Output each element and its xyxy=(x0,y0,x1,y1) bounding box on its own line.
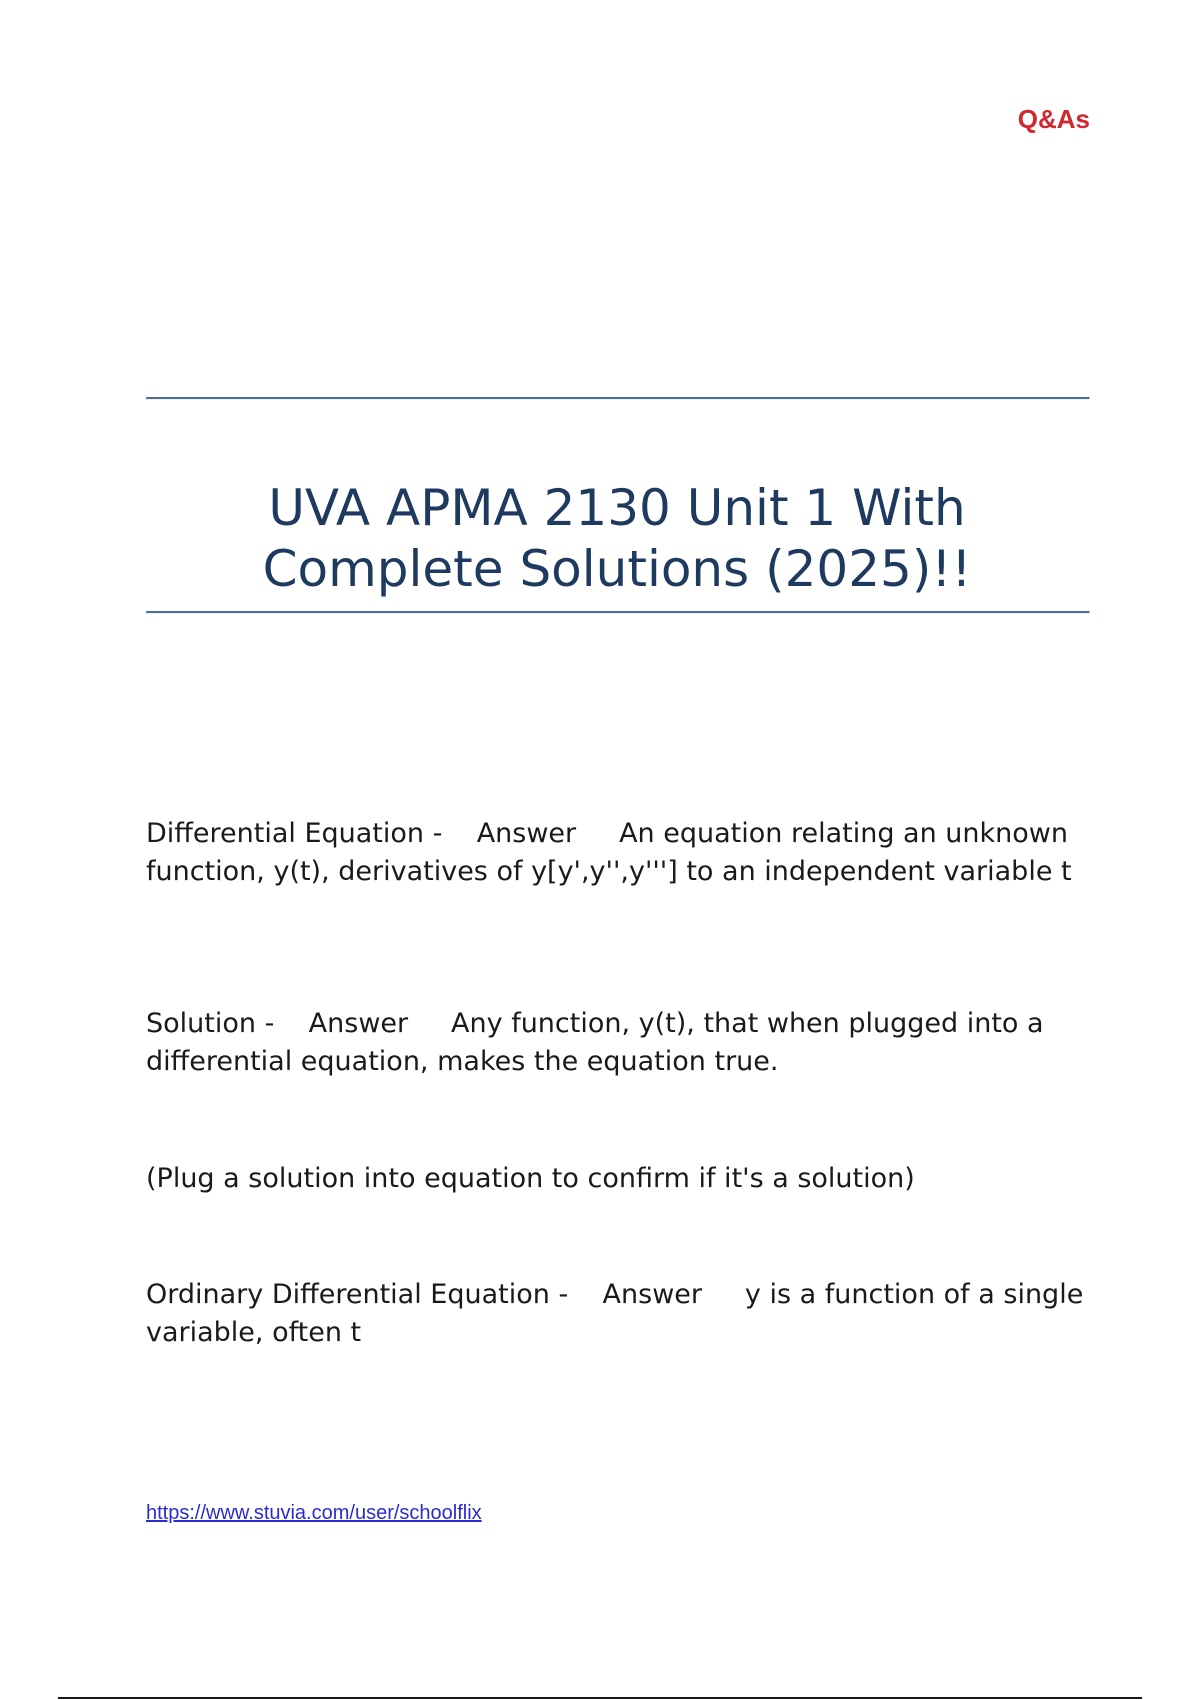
qa-definition: An equation relating an unknown function, y(t), derivatives of y[y',y'',y'''] to an independent variable t xyxy=(146,818,1072,887)
title-line-2: Complete Solutions (2025)!! xyxy=(262,540,972,598)
qa-term: Differential Equation - xyxy=(146,818,443,849)
qa-definition: y is a function of a single variable, often t xyxy=(146,1279,1084,1348)
qa-item-ordinary-differential-equation xyxy=(146,1276,1096,1352)
qas-label: Q&As xyxy=(1017,104,1090,134)
qa-answer-label: Answer xyxy=(602,1279,702,1310)
qa-item-differential-equation xyxy=(146,815,1096,891)
title-top-rule xyxy=(146,397,1090,400)
solution-note: (Plug a solution into equation to confirm if it's a solution) xyxy=(146,1163,915,1194)
title-bottom-rule xyxy=(146,611,1090,614)
title-line-1: UVA APMA 2130 Unit 1 With xyxy=(268,479,966,537)
qa-item-solution xyxy=(146,1005,1096,1081)
footer-rule xyxy=(58,1697,1142,1699)
qa-term: Ordinary Differential Equation - xyxy=(146,1279,569,1310)
qa-definition: Any function, y(t), that when plugged into a differential equation, makes the equation true. xyxy=(146,1008,1044,1077)
source-link[interactable]: https://www.stuvia.com/user/schoolflix xyxy=(146,1502,482,1524)
qa-answer-label: Answer xyxy=(308,1008,409,1039)
document-title xyxy=(146,478,1088,600)
qa-term: Solution - xyxy=(146,1008,275,1039)
qa-answer-label: Answer xyxy=(476,818,577,849)
